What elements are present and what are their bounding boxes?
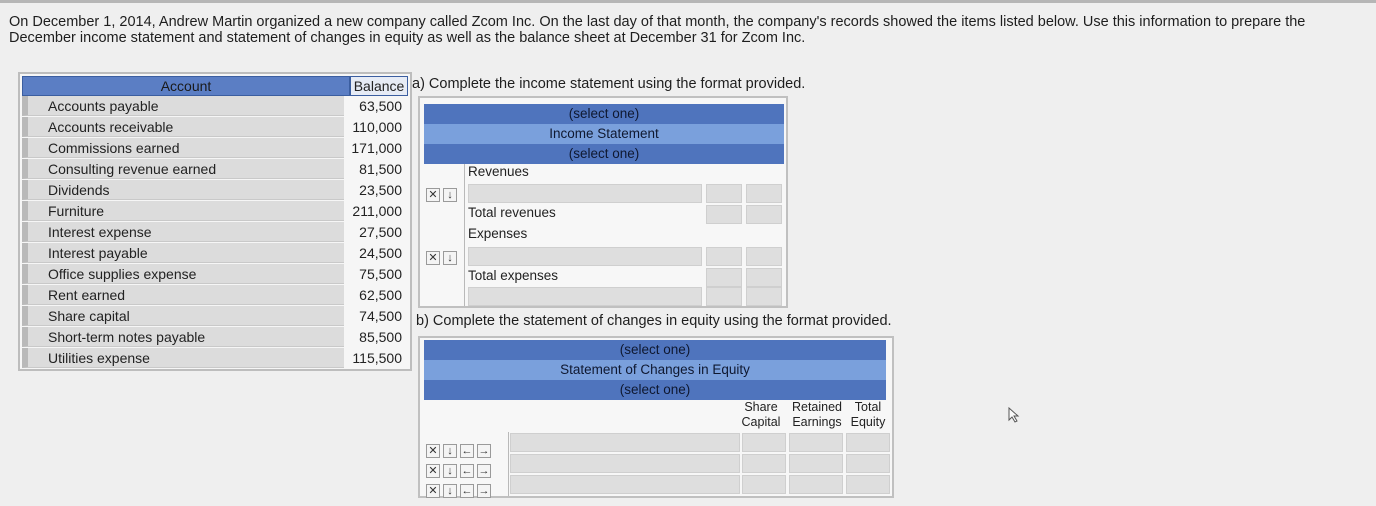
account-balance: 110,000 <box>352 119 402 135</box>
total-expenses-total-input[interactable] <box>746 268 782 287</box>
share-capital-input[interactable] <box>742 454 786 473</box>
account-name: Interest expense <box>22 222 344 242</box>
account-name: Consulting revenue earned <box>22 159 344 179</box>
total-revenues-input[interactable] <box>706 205 742 224</box>
equity-statement-panel <box>418 336 894 498</box>
expense-account-input[interactable] <box>468 247 702 266</box>
account-balance: 115,500 <box>352 350 402 366</box>
revenue-row-controls <box>426 186 460 202</box>
equity-item-input[interactable] <box>510 454 740 473</box>
indent-icon[interactable]: → <box>478 485 490 497</box>
net-income-amount-input[interactable] <box>706 287 742 306</box>
company-select[interactable]: (select one) <box>424 340 886 360</box>
revenue-amount-input[interactable] <box>706 184 742 203</box>
equity-row-controls <box>426 462 494 478</box>
revenues-label: Revenues <box>468 164 529 179</box>
equity-statement-title: Statement of Changes in Equity <box>424 360 886 380</box>
mouse-cursor-icon <box>1008 407 1020 423</box>
net-income-account-input[interactable] <box>468 287 702 306</box>
account-row <box>22 327 408 348</box>
indent-icon[interactable]: → <box>478 445 490 457</box>
accounts-table <box>18 72 412 371</box>
account-name: Dividends <box>22 180 344 200</box>
equity-item-input[interactable] <box>510 433 740 452</box>
account-name: Accounts payable <box>22 96 344 116</box>
total-equity-input[interactable] <box>846 475 890 494</box>
equity-item-input[interactable] <box>510 475 740 494</box>
account-balance: 62,500 <box>359 287 402 303</box>
account-balance: 85,500 <box>359 329 402 345</box>
share-capital-column-header: Share Capital <box>741 400 781 429</box>
share-capital-input[interactable] <box>742 433 786 452</box>
total-equity-input[interactable] <box>846 454 890 473</box>
insert-row-icon[interactable]: ↓ <box>443 484 457 498</box>
account-row <box>22 285 408 306</box>
insert-row-icon[interactable]: ↓ <box>443 188 457 202</box>
company-select[interactable]: (select one) <box>424 104 784 124</box>
accounts-table-header <box>22 76 408 96</box>
revenue-account-input[interactable] <box>468 184 702 203</box>
insert-row-icon[interactable]: ↓ <box>443 444 457 458</box>
indent-icon[interactable]: → <box>478 465 490 477</box>
account-balance: 63,500 <box>359 98 402 114</box>
account-row <box>22 180 408 201</box>
delete-row-icon[interactable]: ✕ <box>426 188 440 202</box>
equity-statement-prompt: b) Complete the statement of changes in equity using the format provided. <box>416 313 892 329</box>
account-balance: 27,500 <box>359 224 402 240</box>
expense-total-input[interactable] <box>746 247 782 266</box>
problem-intro: On December 1, 2014, Andrew Martin organized a new company called Zcom Inc. On the last day of that month, the company's records showed the items listed below. Use this information to prepare the December income statement and statement of changes in equity as well as the balance sheet at December 31 for Zcom Inc. <box>9 14 1306 46</box>
account-balance: 211,000 <box>352 203 402 219</box>
account-row <box>22 348 408 369</box>
retained-earnings-column-header: Retained Earnings <box>791 400 843 429</box>
balance-column-header: Balance <box>350 76 408 96</box>
net-income-total-input[interactable] <box>746 287 782 306</box>
account-name: Furniture <box>22 201 344 221</box>
account-name: Office supplies expense <box>22 264 344 284</box>
period-select[interactable]: (select one) <box>424 144 784 164</box>
account-row <box>22 159 408 180</box>
account-row <box>22 201 408 222</box>
period-select[interactable]: (select one) <box>424 380 886 400</box>
top-border <box>0 0 1376 3</box>
delete-row-icon[interactable]: ✕ <box>426 444 440 458</box>
account-row <box>22 264 408 285</box>
total-expenses-input[interactable] <box>706 268 742 287</box>
total-equity-column-header: Total Equity <box>850 400 886 429</box>
account-name: Share capital <box>22 306 344 326</box>
account-row <box>22 117 408 138</box>
account-name: Interest payable <box>22 243 344 263</box>
account-row <box>22 243 408 264</box>
outdent-icon[interactable]: ← <box>461 465 473 477</box>
total-expenses-label: Total expenses <box>468 268 559 283</box>
account-balance: 171,000 <box>351 140 402 156</box>
account-balance: 81,500 <box>359 161 402 177</box>
equity-row-controls <box>426 482 494 498</box>
account-column-header: Account <box>22 76 350 96</box>
delete-row-icon[interactable]: ✕ <box>426 251 440 265</box>
expense-amount-input[interactable] <box>706 247 742 266</box>
column-divider <box>464 164 465 306</box>
account-balance: 23,500 <box>359 182 402 198</box>
delete-row-icon[interactable]: ✕ <box>426 484 440 498</box>
outdent-icon[interactable]: ← <box>461 485 473 497</box>
income-statement-prompt: a) Complete the income statement using the format provided. <box>412 76 806 92</box>
account-name: Short-term notes payable <box>22 327 344 347</box>
account-balance: 75,500 <box>359 266 402 282</box>
expense-row-controls <box>426 249 460 265</box>
retained-earnings-input[interactable] <box>789 475 843 494</box>
account-row <box>22 96 408 117</box>
insert-row-icon[interactable]: ↓ <box>443 464 457 478</box>
outdent-icon[interactable]: ← <box>461 445 473 457</box>
account-row <box>22 138 408 159</box>
revenue-total-input[interactable] <box>746 184 782 203</box>
account-row <box>22 306 408 327</box>
income-statement-title: Income Statement <box>424 124 784 144</box>
share-capital-input[interactable] <box>742 475 786 494</box>
expenses-label: Expenses <box>468 226 528 241</box>
income-statement-panel <box>418 96 788 308</box>
account-balance: 24,500 <box>359 245 402 261</box>
account-name: Utilities expense <box>22 348 344 368</box>
account-row <box>22 222 408 243</box>
total-equity-input[interactable] <box>846 433 890 452</box>
account-name: Rent earned <box>22 285 344 305</box>
delete-row-icon[interactable]: ✕ <box>426 464 440 478</box>
retained-earnings-input[interactable] <box>789 433 843 452</box>
retained-earnings-input[interactable] <box>789 454 843 473</box>
column-divider <box>508 432 509 496</box>
account-balance: 74,500 <box>359 308 402 324</box>
insert-row-icon[interactable]: ↓ <box>443 251 457 265</box>
total-revenues-label: Total revenues <box>468 205 556 220</box>
equity-row-controls <box>426 442 494 458</box>
total-revenues-total-input[interactable] <box>746 205 782 224</box>
account-name: Accounts receivable <box>22 117 344 137</box>
account-name: Commissions earned <box>22 138 344 158</box>
